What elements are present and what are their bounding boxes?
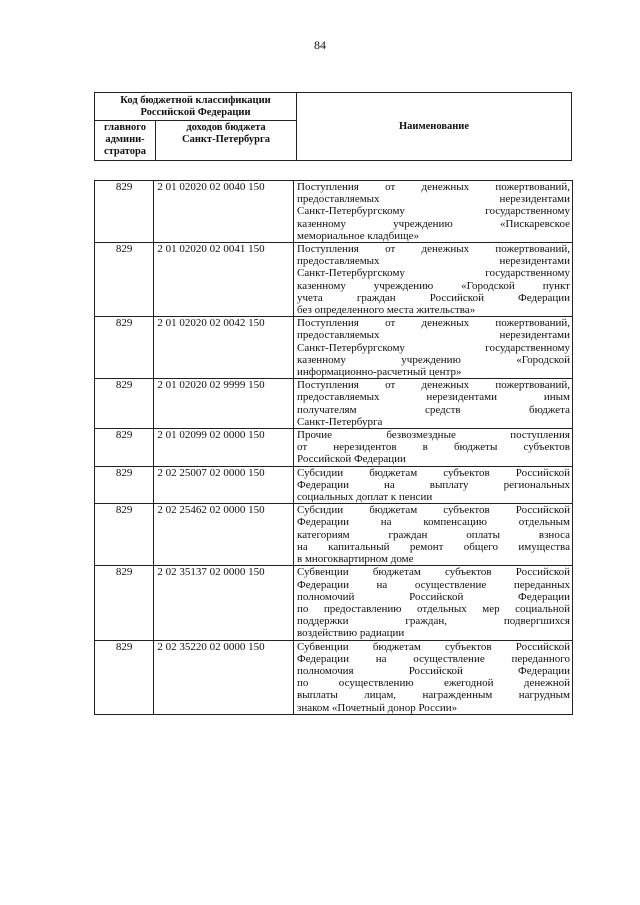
name-line: социальных доплат к пенсии xyxy=(297,491,433,504)
income-code-cell: 2 01 02020 02 0040 150 xyxy=(154,181,294,243)
name-line: в многоквартирном доме xyxy=(297,553,414,566)
name-line: предоставляемых нерезидентами xyxy=(297,193,570,206)
income-header-line2: Санкт-Петербурга xyxy=(181,134,271,145)
admin-code-cell: 829 xyxy=(95,243,154,317)
name-line: по предоставлению отдельных мер социальной xyxy=(297,602,570,615)
name-line: от нерезидентов в бюджеты субъектов xyxy=(297,441,570,454)
admin-code-cell: 829 xyxy=(95,181,154,243)
code-group-title-line1: Код бюджетной классификации xyxy=(120,94,271,106)
name-cell xyxy=(294,181,573,243)
name-line: Санкт-Петербурга xyxy=(297,415,383,428)
name-line: Федерации на компенсацию отдельным xyxy=(297,516,570,529)
name-line: предоставляемых нерезидентами xyxy=(297,329,570,342)
name-line: категориям граждан оплаты взноса xyxy=(297,528,570,541)
income-code-cell: 2 01 02020 02 0041 150 xyxy=(154,243,294,317)
name-line: казенному учреждению «Городской xyxy=(297,353,570,366)
table-row xyxy=(95,640,573,714)
name-line: выплаты лицам, награжденным нагрудным xyxy=(297,689,570,702)
name-line: Субвенции бюджетам субъектов Российской xyxy=(297,566,570,579)
name-cell xyxy=(294,504,573,566)
code-group-header xyxy=(95,93,297,121)
admin-code-cell: 829 xyxy=(95,429,154,467)
name-line: казенному учреждению «Городской пункт xyxy=(297,279,570,292)
name-cell xyxy=(294,566,573,640)
table-row xyxy=(95,317,573,379)
name-line: предоставляемых нерезидентами xyxy=(297,255,570,268)
page-number: 84 xyxy=(314,38,326,52)
admin-code-cell: 829 xyxy=(95,566,154,640)
name-line: мемориальное кладбище» xyxy=(297,229,419,242)
name-line: на капитальный ремонт общего имущества xyxy=(297,540,570,553)
income-code-cell: 2 01 02020 02 0042 150 xyxy=(154,317,294,379)
name-line: Субвенции бюджетам субъектов Российской xyxy=(297,640,570,653)
name-column-label: Наименование xyxy=(399,120,469,132)
income-code-cell: 2 02 35220 02 0000 150 xyxy=(154,640,294,714)
table-row xyxy=(95,466,573,504)
income-code-cell: 2 01 02099 02 0000 150 xyxy=(154,429,294,467)
name-line: Поступления от денежных пожертвований, xyxy=(297,379,570,392)
table-row xyxy=(95,379,573,429)
name-cell xyxy=(294,317,573,379)
name-cell xyxy=(294,466,573,504)
name-line: Санкт-Петербургскому государственному xyxy=(297,205,570,218)
admin-code-cell: 829 xyxy=(95,379,154,429)
income-column-header xyxy=(156,121,297,161)
name-line: учета граждан Российской Федерации xyxy=(297,291,570,304)
table-row xyxy=(95,504,573,566)
name-column-header xyxy=(297,93,572,161)
name-cell xyxy=(294,379,573,429)
code-group-title-line2: Российской Федерации xyxy=(140,106,251,118)
admin-column-header xyxy=(95,121,156,161)
budget-codes-table xyxy=(94,180,573,715)
name-line: поддержки граждан, подвергшихся xyxy=(297,615,570,628)
admin-code-cell: 829 xyxy=(95,317,154,379)
name-line: Федерации на осуществление переданных xyxy=(297,578,570,591)
income-code-cell: 2 02 25007 02 0000 150 xyxy=(154,466,294,504)
name-line: получателям средств бюджета xyxy=(297,403,570,416)
admin-header-line3: стратора xyxy=(103,146,147,157)
income-header-line1: доходов бюджета xyxy=(186,122,266,133)
name-line: Санкт-Петербургскому государственному xyxy=(297,267,570,280)
admin-code-cell: 829 xyxy=(95,640,154,714)
income-code-cell: 2 02 35137 02 0000 150 xyxy=(154,566,294,640)
name-line: Российской Федерации xyxy=(297,453,406,466)
name-line: полномочия Российской Федерации xyxy=(297,664,570,677)
admin-code-cell: 829 xyxy=(95,504,154,566)
table-row xyxy=(95,181,573,243)
table-row xyxy=(95,566,573,640)
admin-code-cell: 829 xyxy=(95,466,154,504)
name-line: информационно-расчетный центр» xyxy=(297,366,462,379)
name-line: знаком «Почетный донор России» xyxy=(297,701,458,714)
name-line: воздействию радиации xyxy=(297,627,405,640)
name-line: без определенного места жительства» xyxy=(297,304,476,317)
name-line: Субсидии бюджетам субъектов Российской xyxy=(297,504,570,517)
table-row xyxy=(95,243,573,317)
name-line: Федерации на выплату региональных xyxy=(297,478,570,491)
admin-header-line1: главного xyxy=(103,122,147,133)
name-line: Субсидии бюджетам субъектов Российской xyxy=(297,466,570,479)
name-line: по осуществлению ежегодной денежной xyxy=(297,677,570,690)
admin-header-line2: админи- xyxy=(105,134,145,145)
income-code-cell: 2 02 25462 02 0000 150 xyxy=(154,504,294,566)
name-cell xyxy=(294,640,573,714)
name-line: предоставляемых нерезидентами иным xyxy=(297,391,570,404)
table-row xyxy=(95,429,573,467)
income-code-cell: 2 01 02020 02 9999 150 xyxy=(154,379,294,429)
name-cell xyxy=(294,243,573,317)
name-line: Прочие безвозмездные поступления xyxy=(297,429,570,442)
name-line: полномочий Российской Федерации xyxy=(297,590,570,603)
name-line: Поступления от денежных пожертвований, xyxy=(297,317,570,330)
name-line: казенному учреждению «Пискаревское xyxy=(297,217,570,230)
name-line: Федерации на осуществление переданного xyxy=(297,652,570,665)
name-line: Санкт-Петербургскому государственному xyxy=(297,341,570,354)
name-line: Поступления от денежных пожертвований, xyxy=(297,243,570,256)
header-table xyxy=(94,92,572,161)
name-line: Поступления от денежных пожертвований, xyxy=(297,181,570,193)
name-cell xyxy=(294,429,573,467)
